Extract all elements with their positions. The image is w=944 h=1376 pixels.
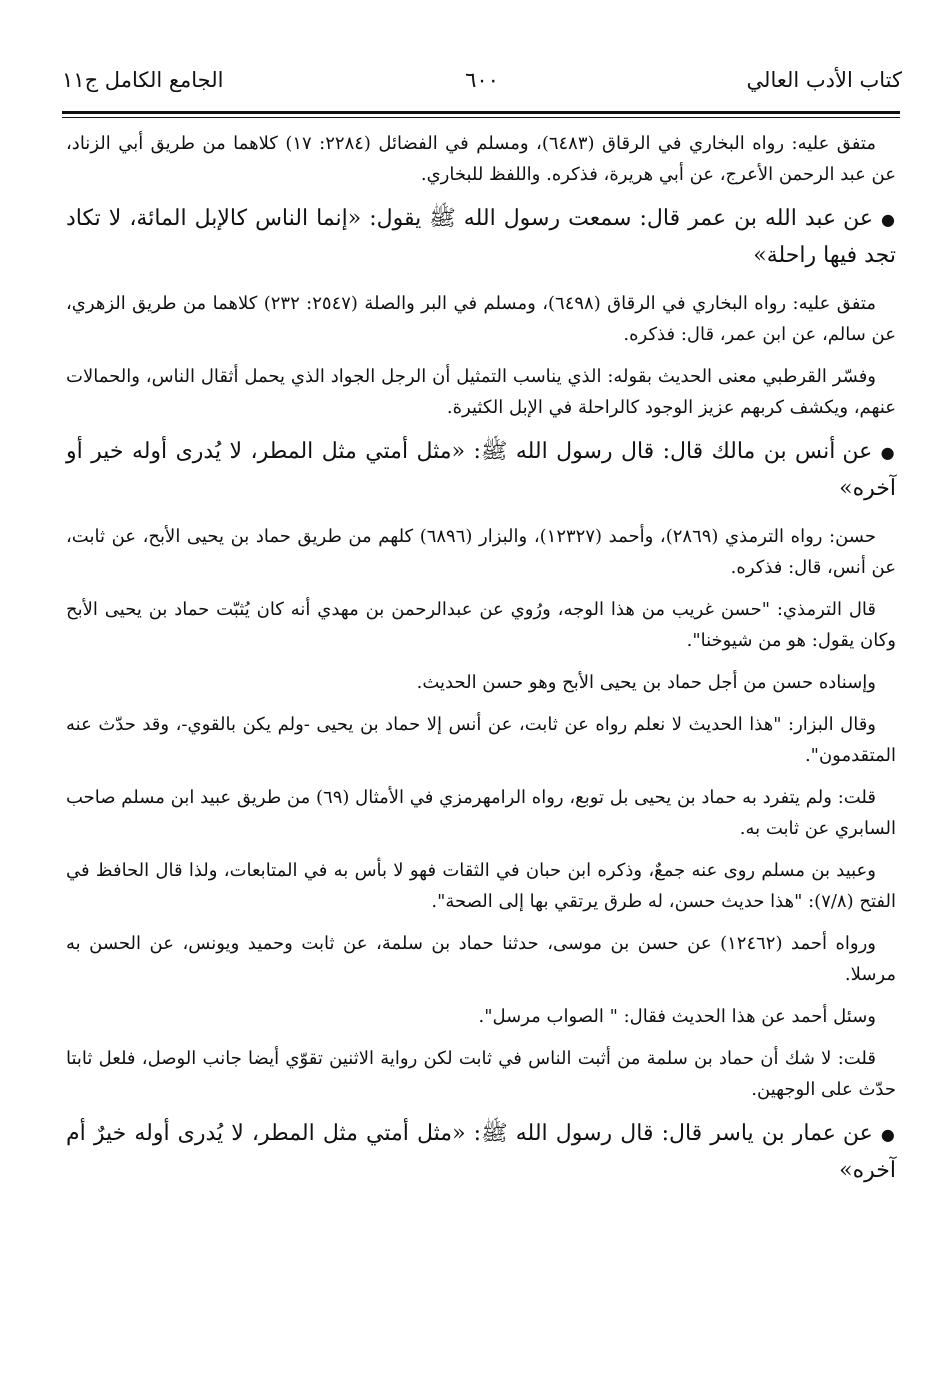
hadith-body: عن عبد الله بن عمر قال: سمعت رسول الله ﷺ يقول: «إنما الناس كالإبل المائة، لا تكاد تجد فيها راحلة» [66,206,896,268]
commentary-note: وعبيد بن مسلم روى عنه جمعٌ، وذكره ابن حبان في الثقات فهو لا بأس به في المتابعات، ولذا قال الحافظ في الفتح (٧/٨): "هذا حديث حسن، له طرق يرتقي بها إلى الصحة". [66,860,896,912]
commentary-note: وفسّر القرطبي معنى الحديث بقوله: الذي يناسب التمثيل أن الرجل الجواد الذي يحمل أثقال الناس، والحمالات عنهم، ويكشف كربهم عزيز الوجود كالراحلة في الإبل الكثيرة. [66,366,896,418]
book-title: كتاب الأدب العالي [746,68,902,92]
page-body [66,128,896,1203]
commentary-note: ورواه أحمد (١٢٤٦٢) عن حسن بن موسى، حدثنا حماد بن سلمة، عن ثابت وحميد ويونس، عن الحسن به مرسلا. [66,933,896,985]
page-number: ٦٠٠ [465,68,499,92]
hadith-text [66,1116,896,1189]
hadith-body: عن عمار بن ياسر قال: قال رسول الله ﷺ: «مثل أمتي مثل المطر، لا يُدرى أوله خيرٌ أم آخره» [66,1121,896,1183]
page-header [62,58,902,108]
hadith-text [66,201,896,274]
bullet-icon: ● [881,210,896,229]
takhrij-note: حسن: رواه الترمذي (٢٨٦٩)، وأحمد (١٢٣٢٧)، والبزار (٦٨٩٦) كلهم من طريق حماد بن يحيى الأبح، عن ثابت، عن أنس، قال: فذكره. [66,526,896,578]
header-rule-thick [62,111,900,114]
commentary-note: وسئل أحمد عن هذا الحديث فقال: " الصواب مرسل". [478,1006,876,1027]
bullet-icon: ● [880,443,897,462]
commentary-note: وقال البزار: "هذا الحديث لا نعلم رواه عن ثابت، عن أنس إلا حماد بن يحيى -ولم يكن بالقوي-، وقد حدّث عنه المتقدمون". [66,714,896,766]
bullet-icon: ● [880,1125,896,1144]
hadith-body: عن أنس بن مالك قال: قال رسول الله ﷺ: «مثل أمتي مثل المطر، لا يُدرى أوله خير أو آخره» [66,439,896,501]
takhrij-note: متفق عليه: رواه البخاري في الرقاق (٦٤٨٣)، ومسلم في الفضائل (٢٢٨٤: ١٧) كلاهما من طريق أبي الزناد، عن عبد الرحمن الأعرج، عن أبي هريرة، فذكره. واللفظ للبخاري. [66,133,896,185]
takhrij-note: متفق عليه: رواه البخاري في الرقاق (٦٤٩٨)، ومسلم في البر والصلة (٢٥٤٧: ٢٣٢) كلاهما من طريق الزهري، عن سالم، عن ابن عمر، قال: فذكره. [66,293,896,345]
volume-title: الجامع الكامل ج١١ [62,68,224,92]
hadith-text [66,434,896,507]
commentary-note: قلت: ولم يتفرد به حماد بن يحيى بل توبع، رواه الرامهرمزي في الأمثال (٦٩) من طريق عبيد ابن مسلم صاحب السابري عن ثابت به. [66,787,896,839]
commentary-note: قال الترمذي: "حسن غريب من هذا الوجه، ورُوي عن عبدالرحمن بن مهدي أنه كان يُثبّت حماد بن يحيى الأبح وكان يقول: هو من شيوخنا". [66,599,896,651]
commentary-note: وإسناده حسن من أجل حماد بن يحيى الأبح وهو حسن الحديث. [416,672,876,693]
header-rule-thin [62,117,900,118]
commentary-note: قلت: لا شك أن حماد بن سلمة من أثبت الناس في ثابت لكن رواية الاثنين تقوّي أيضا جانب الوصل، فلعل ثابتا حدّث على الوجهين. [66,1048,896,1100]
